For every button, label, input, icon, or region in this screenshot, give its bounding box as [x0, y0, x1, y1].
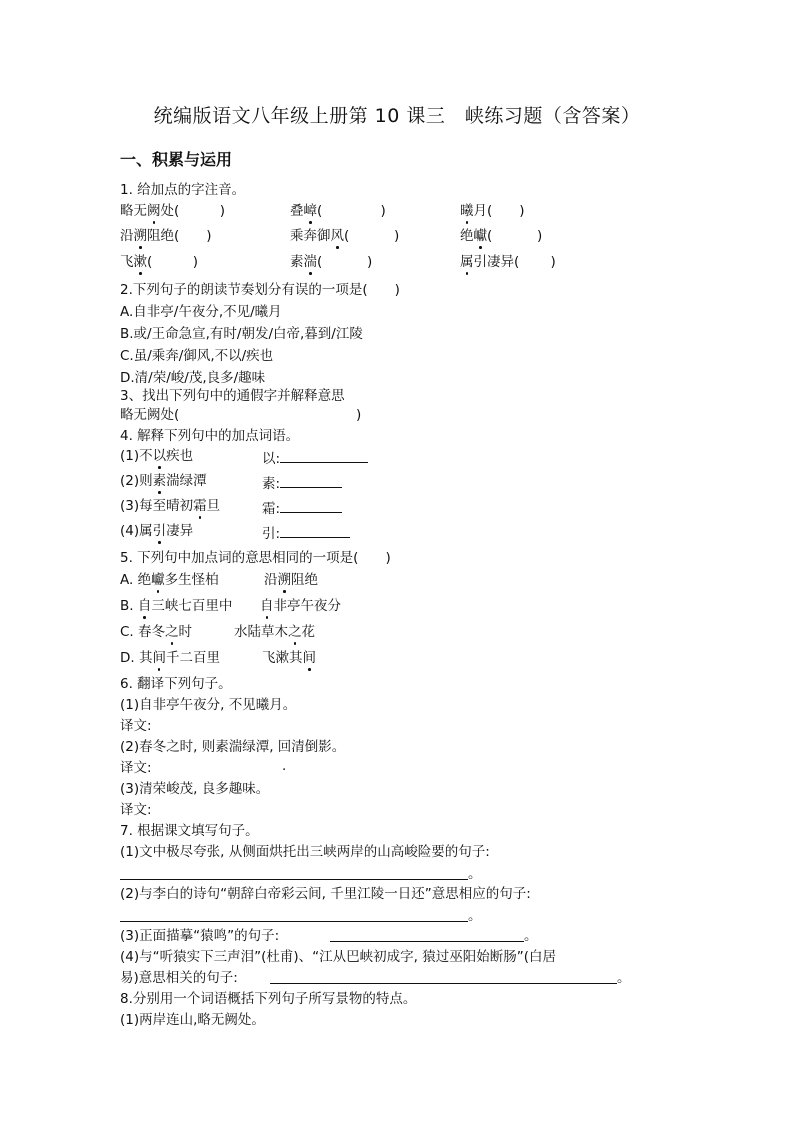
q4-item-number: (4)	[120, 523, 140, 539]
q1-item	[290, 230, 399, 244]
q4-item-pre: 不	[139, 448, 153, 464]
q2-stem: 2.下列句子的朗读节奏划分有误的一项是( )	[120, 282, 400, 298]
q7-prompt-1: (1)文中极尽夸张, 从侧面烘托出三峡两岸的山高峻险要的句子:	[120, 844, 490, 860]
q7-prompt-2: (2)与李白的诗句“朝辞白帝彩云间, 千里江陵一日还”意思相应的句子:	[120, 886, 531, 902]
q1-item-answer-paren[interactable]: ( )	[514, 254, 556, 270]
q1-item-pre: 素	[290, 254, 304, 270]
q7-answer-line-3[interactable]	[330, 941, 524, 942]
q4-item-number: (2)	[120, 473, 140, 489]
q5-a-post: 千二百里	[165, 650, 220, 666]
q4-item-post: 湍绿潭	[166, 473, 207, 489]
q7-prompt-4b: 易)意思相关的句子:	[120, 970, 238, 986]
q4-answer-blank[interactable]	[280, 500, 342, 513]
q1-item-answer-paren[interactable]: ( )	[317, 254, 373, 270]
q1-item-answer-paren[interactable]: ( )	[487, 203, 525, 219]
q6-sentence-1: (1)自非亭午夜分, 不见曦月。	[120, 697, 297, 713]
q6-translation-label-2: 译文:	[120, 760, 152, 776]
q1-item-answer-paren[interactable]: ( )	[317, 203, 386, 219]
q1-item-dotted-char: 湍	[303, 254, 317, 270]
q1-item-pre: 略无	[120, 203, 147, 219]
q4-item-dotted-char: 以	[152, 448, 167, 464]
q6-translation-label-3: 译文:	[120, 802, 152, 818]
q4-item	[120, 450, 193, 464]
q5-stem: 5. 下列句中加点词的意思相同的一项是( )	[120, 550, 391, 566]
q6-sentence-2: (2)春冬之时, 则素湍绿潭, 回清倒影。	[120, 739, 346, 755]
q7-answer-line-1[interactable]	[120, 879, 468, 880]
q7-stop-1: 。	[468, 866, 482, 882]
q3-sentence	[120, 409, 179, 423]
q1-item-dotted-char: 阙	[147, 203, 161, 219]
q5-option-label: D.	[120, 650, 139, 666]
q4-item-word-label: 霜:	[262, 501, 281, 517]
q4-answer-blank[interactable]	[280, 525, 350, 538]
q3-sentence-text: 略无阙处(	[120, 407, 180, 423]
page-title: 统编版语文八年级上册第 10 课三 峡练习题（含答案）	[153, 105, 641, 127]
q5-b-pre: 水陆草木	[234, 624, 288, 640]
q5-b-post: 阻绝	[291, 572, 318, 588]
q4-item-number: (1)	[120, 448, 140, 464]
q1-stem: 1. 给加点的字注音。	[120, 182, 246, 198]
q1-item	[290, 256, 372, 270]
q1-item-post: 引凄异	[473, 254, 514, 270]
q5-a-pre: 绝	[137, 572, 152, 588]
q8-stem: 8.分别用一个词语概括下列句子所写景物的特点。	[120, 991, 417, 1007]
q5-b-post: 非亭午夜分	[273, 598, 341, 614]
q4-item-number: (3)	[120, 498, 140, 514]
q4-item-word-label: 素:	[262, 476, 281, 492]
q4-item-post: 疾也	[166, 448, 194, 464]
q5-a-dotted-char: 之	[165, 624, 179, 640]
q2-option-b: B.或/王命急宣,有时/朝发/白帝,暮到/江陵	[120, 326, 363, 342]
q7-stop-4: 。	[617, 970, 631, 986]
q1-item-answer-paren[interactable]: ( )	[174, 228, 212, 244]
q4-answer-blank[interactable]	[280, 450, 368, 463]
q1-item-dotted-char: 曦	[460, 203, 474, 219]
q5-b-dotted-char: 间	[302, 650, 316, 666]
q1-item-dotted-char: 属	[460, 254, 474, 270]
q1-item	[460, 205, 525, 219]
q5-option-second	[260, 600, 341, 614]
q4-item-word	[262, 500, 342, 517]
q5-option-second	[264, 574, 318, 588]
q4-item-post: 凄异	[166, 523, 194, 539]
q5-option-label: A.	[120, 572, 138, 588]
q7-stop-3: 。	[524, 928, 538, 944]
q5-a-dotted-char: 间	[152, 650, 166, 666]
q1-item	[120, 205, 225, 219]
q6-dot-mark: .	[282, 758, 287, 774]
q5-option-label: C.	[120, 624, 139, 640]
q1-item	[460, 230, 542, 244]
q5-option	[120, 626, 192, 640]
q4-item-pre: 属	[139, 523, 153, 539]
q5-option	[120, 652, 220, 666]
q5-b-dotted-char: 溯	[277, 572, 291, 588]
q1-item	[120, 230, 212, 244]
q4-item-pre: 则	[139, 473, 153, 489]
q7-stop-2: 。	[468, 908, 482, 924]
q1-item-pre: 叠	[290, 203, 304, 219]
q2-option-a: A.自非亭/午夜分,不见/曦月	[120, 304, 282, 320]
q5-option	[120, 600, 232, 614]
q7-prompt-4a: (4)与“听猿实下三声泪”(杜甫)、“江从巴峡初成字, 猿过巫阳始断肠”(白居	[120, 949, 556, 965]
q5-a-post: 时	[178, 624, 193, 640]
q1-item-pre: 绝	[460, 228, 474, 244]
q5-a-pre: 春冬	[138, 624, 166, 640]
q5-b-dotted-char: 之	[288, 624, 302, 640]
q4-item	[120, 475, 207, 489]
q4-item-word-label: 以:	[262, 451, 281, 467]
q1-item	[290, 205, 386, 219]
q3-paren-close: )	[356, 407, 362, 423]
q7-stem: 7. 根据课文填写句子。	[120, 823, 259, 839]
q4-item-word	[262, 450, 368, 467]
q5-b-pre: 沿	[264, 572, 278, 588]
q6-translation-label-1: 译文:	[120, 718, 152, 734]
q4-item	[120, 500, 220, 514]
q4-stem: 4. 解释下列句中的加点词语。	[120, 428, 300, 444]
q1-item-pre: 飞	[120, 254, 134, 270]
q1-item-dotted-char: 嶂	[303, 203, 317, 219]
q4-item-dotted-char: 霜	[193, 498, 207, 514]
q4-item-post: 旦	[206, 498, 221, 514]
q5-a-pre: 其	[138, 650, 153, 666]
q2-option-d: D.清/荣/峻/茂,良多/趣味	[120, 370, 266, 386]
q4-item-dotted-char: 引	[152, 523, 167, 539]
q5-a-dotted-char: 巘	[151, 572, 165, 588]
q4-answer-blank[interactable]	[280, 475, 342, 488]
q1-item	[460, 256, 556, 270]
q1-item-dotted-char: 溯	[133, 228, 147, 244]
q4-item-word	[262, 475, 342, 492]
q1-item-answer-paren[interactable]: ( )	[174, 203, 226, 219]
q6-sentence-3: (3)清荣峻茂, 良多趣味。	[120, 781, 270, 797]
q1-item-post: 月	[473, 203, 487, 219]
q7-answer-line-4[interactable]	[270, 983, 617, 984]
q4-item-dotted-char: 素	[152, 473, 167, 489]
q5-a-post: 三峡七百里中	[151, 598, 233, 614]
q5-b-dotted-char: 自	[260, 598, 274, 614]
q4-item-word-label: 引:	[262, 526, 281, 542]
q4-item-pre: 每至晴初	[139, 498, 194, 514]
q3-stem: 3、找出下列句中的通假字并解释意思	[120, 388, 345, 404]
q1-item-pre: 乘奔御	[290, 228, 331, 244]
q1-item-dotted-char: 风	[330, 228, 344, 244]
q6-stem: 6. 翻译下列句子。	[120, 676, 232, 692]
q5-option	[120, 574, 219, 588]
q7-answer-line-2[interactable]	[120, 921, 468, 922]
q1-item-answer-paren[interactable]: ( )	[487, 228, 543, 244]
section-heading: 一、积累与运用	[120, 150, 233, 169]
q8-sentence-1: (1)两岸连山,略无阙处。	[120, 1012, 265, 1028]
q2-option-c: C.虽/乘奔/御风,不以/疾也	[120, 348, 274, 364]
q1-item-post: 处	[160, 203, 174, 219]
q4-item	[120, 525, 193, 539]
q1-item-post: 阻绝	[147, 228, 174, 244]
q1-item-dotted-char: 巘	[473, 228, 487, 244]
q5-a-post: 多生怪柏	[164, 572, 219, 588]
q5-b-post: 花	[301, 624, 315, 640]
q5-b-pre: 飞漱其	[262, 650, 303, 666]
q5-a-dotted-char: 自	[137, 598, 152, 614]
q1-item-dotted-char: 漱	[133, 254, 147, 270]
q1-item-pre: 沿	[120, 228, 134, 244]
q5-option-second	[234, 626, 315, 640]
q7-prompt-3: (3)正面描摹“猿鸣”的句子:	[120, 928, 280, 944]
q5-option-label: B.	[120, 598, 138, 614]
q1-item-answer-paren[interactable]: ( )	[147, 254, 199, 270]
q5-option-second	[262, 652, 316, 666]
q1-item-answer-paren[interactable]: ( )	[344, 228, 400, 244]
q1-item	[120, 256, 198, 270]
q4-item-word	[262, 525, 350, 542]
